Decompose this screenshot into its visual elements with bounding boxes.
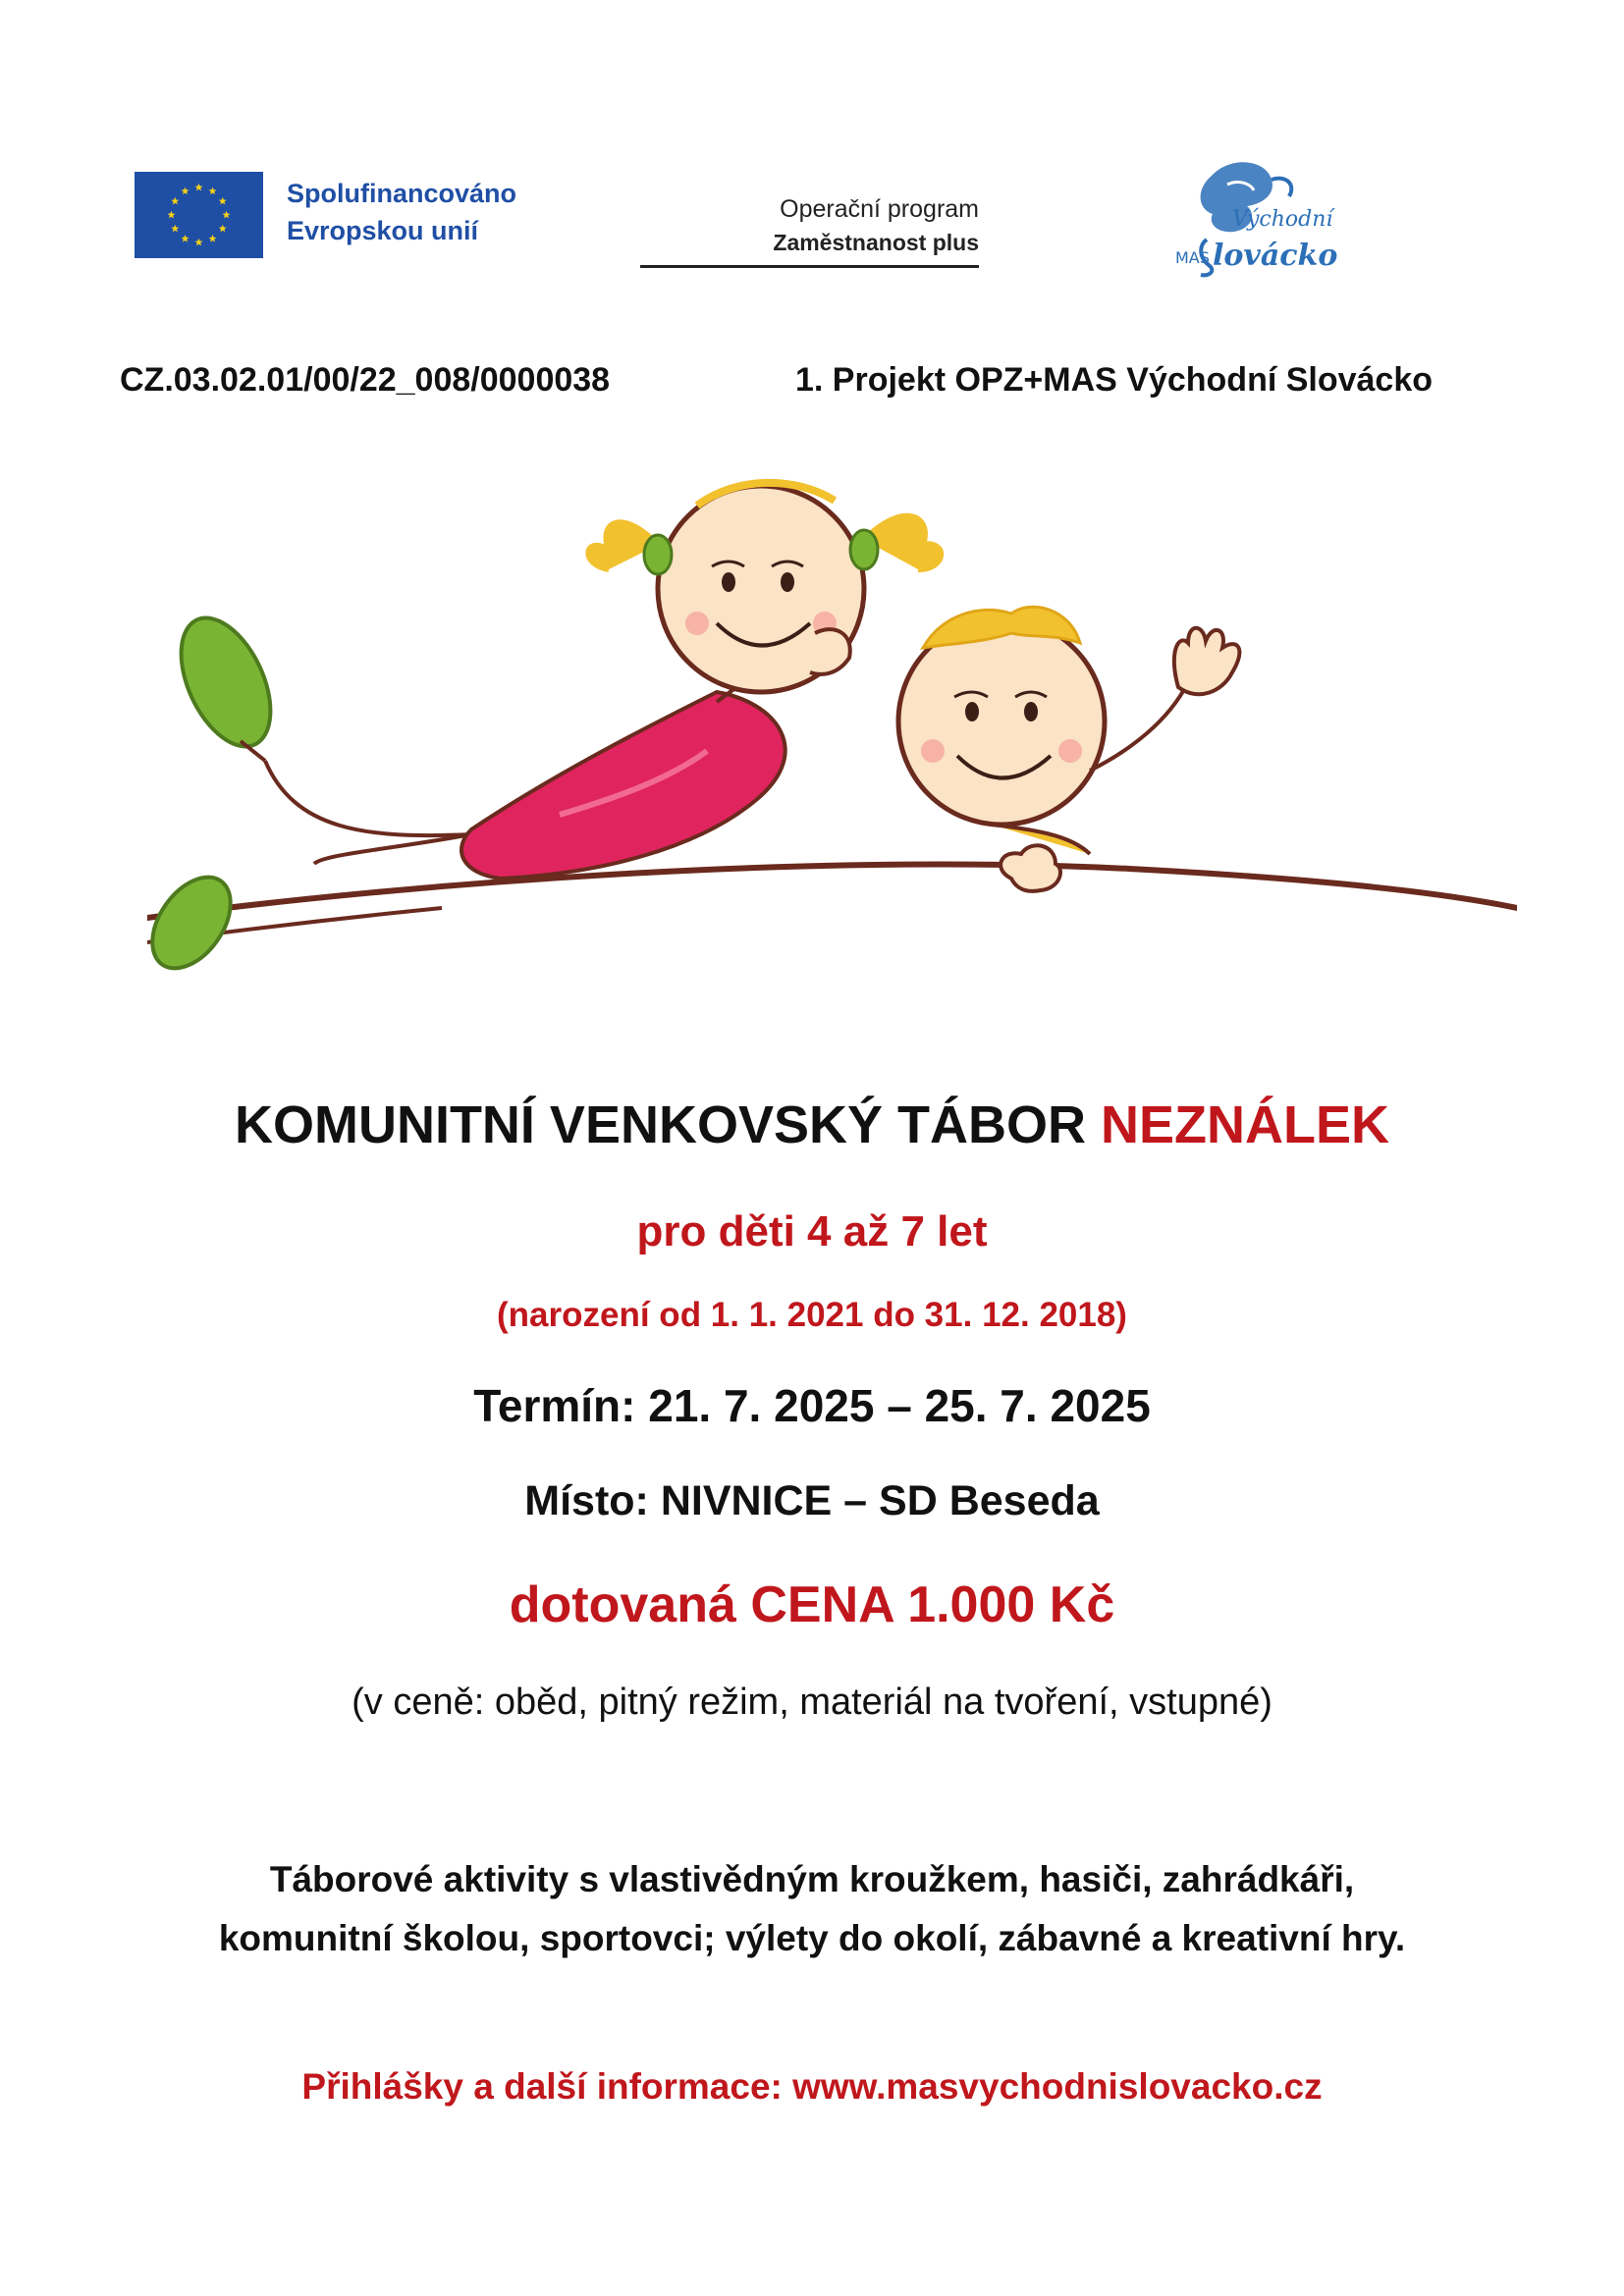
activities-line2: komunitní školou, sportovci; výlety do okolí, zábavné a kreativní hry.: [218, 1918, 1406, 1958]
contact-info: Přihlášky a další informace: www.masvychodnislovacko.cz: [301, 2066, 1323, 2107]
opz-line1: Operační program: [780, 195, 979, 223]
mas-vychodni-slovacko-logo: [1173, 155, 1350, 278]
mas-logo-main: lovácko: [1213, 239, 1338, 273]
camp-term: Termín: 21. 7. 2025 – 25. 7. 2025: [473, 1380, 1151, 1431]
title-main: KOMUNITNÍ VENKOVSKÝ TÁBOR: [234, 1095, 1102, 1154]
title-accent: NEZNÁLEK: [1101, 1095, 1390, 1154]
camp-place: Místo: NIVNICE – SD Beseda: [524, 1477, 1100, 1524]
children-illustration: [147, 476, 1517, 977]
eu-text-line1: Spolufinancováno: [287, 179, 517, 208]
activities-line1: Táborové aktivity s vlastivědným kroužkem, hasiči, zahrádkáři,: [269, 1859, 1355, 1899]
opz-underline: [640, 265, 979, 268]
eu-flag-icon: [135, 172, 263, 258]
camp-title: [0, 1095, 1624, 1155]
eu-cofinanced-text: [287, 175, 516, 249]
camp-activities: [0, 1850, 1624, 1968]
price-includes: (v ceně: oběd, pitný režim, materiál na tvoření, vstupné): [352, 1682, 1272, 1723]
opz-logo: [640, 192, 979, 268]
birth-range: (narození od 1. 1. 2021 do 31. 12. 2018): [497, 1296, 1127, 1334]
camp-price: dotovaná CENA 1.000 Kč: [509, 1576, 1115, 1633]
age-range: pro děti 4 až 7 let: [636, 1207, 988, 1255]
project-name: 1. Projekt OPZ+MAS Východní Slovácko: [795, 361, 1434, 399]
opz-line2: Zaměstnanost plus: [773, 230, 979, 255]
mas-logo-left: MAS: [1175, 248, 1210, 267]
eu-text-line2: Evropskou unií: [287, 216, 479, 245]
project-code: CZ.03.02.01/00/22_008/0000038: [120, 361, 611, 399]
mas-logo-top: Východní: [1232, 207, 1333, 232]
